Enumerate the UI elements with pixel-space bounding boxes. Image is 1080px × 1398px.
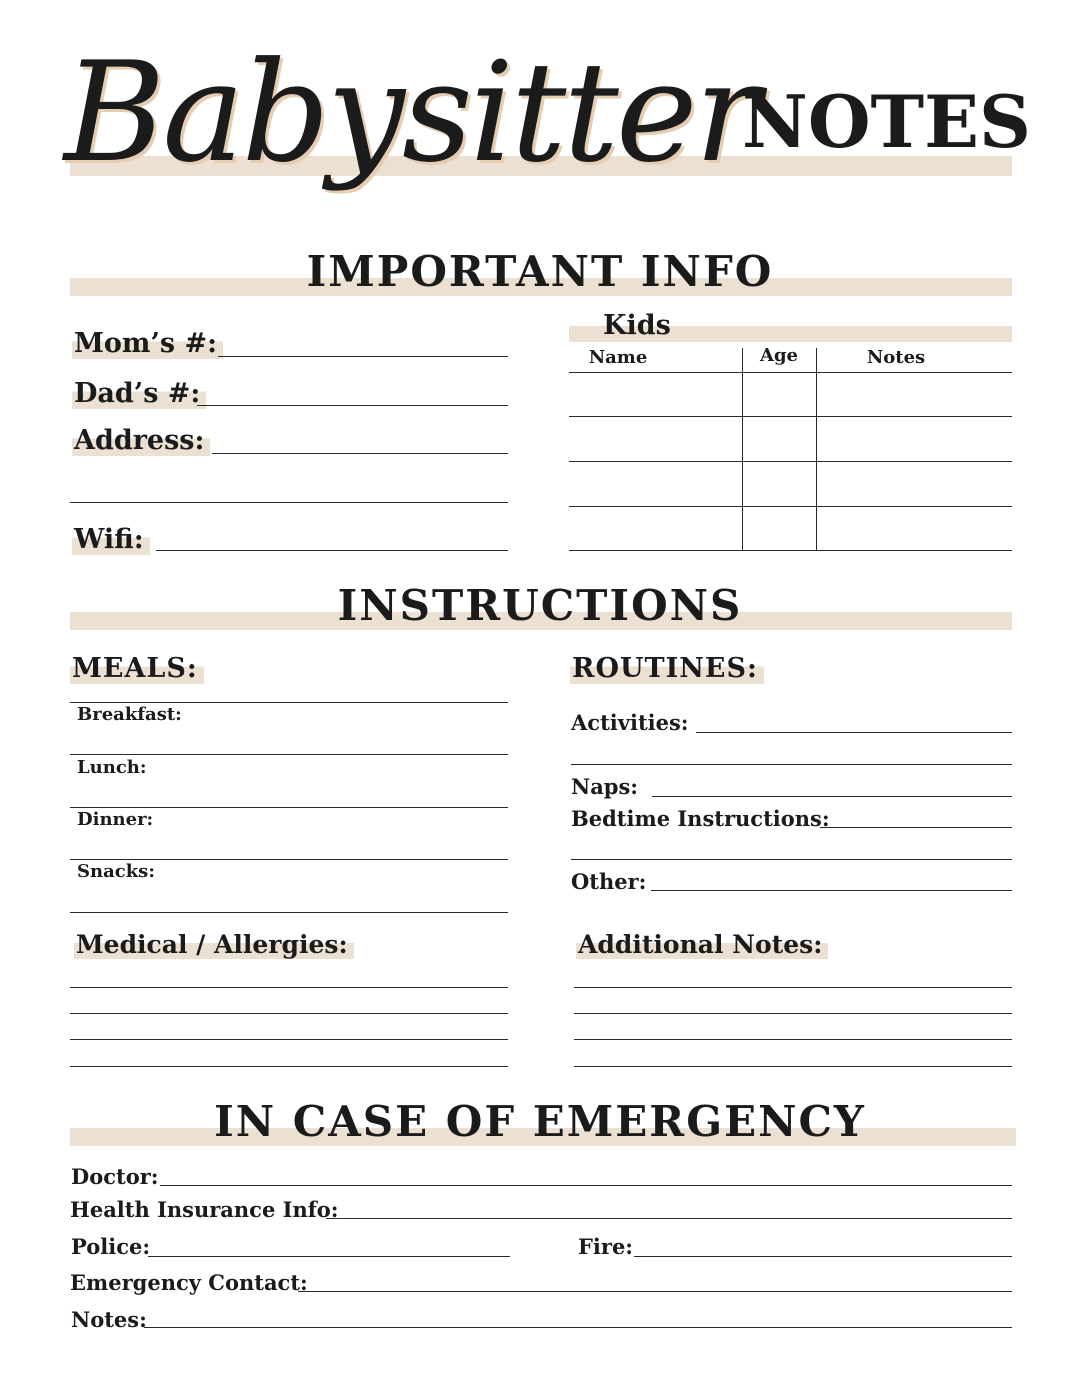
kids-col-divider-2 [816, 348, 817, 551]
medical-line-1[interactable] [70, 987, 508, 988]
wifi-label: Wifi: [72, 524, 150, 555]
dad-field[interactable] [197, 405, 508, 406]
kids-col-age: Age [759, 345, 798, 366]
kids-row-4[interactable] [569, 550, 1012, 551]
naps-label: Naps: [571, 774, 639, 799]
mom-field[interactable] [218, 356, 508, 357]
activities-field[interactable] [696, 732, 1012, 733]
activities-field-line-2[interactable] [571, 764, 1012, 765]
kids-col-divider-1 [742, 348, 743, 551]
header-title: NOTES [742, 79, 1031, 164]
other-label: Other: [571, 869, 647, 894]
bedtime-label: Bedtime Instructions: [571, 806, 830, 831]
snacks-field[interactable] [70, 912, 508, 913]
medical-title: Medical / Allergies: [74, 930, 354, 959]
insurance-field[interactable] [326, 1218, 1012, 1219]
other-field[interactable] [651, 890, 1012, 891]
police-field[interactable] [148, 1256, 510, 1257]
bedtime-field-line-2[interactable] [571, 859, 1012, 860]
important-info-title: IMPORTANT INFO [306, 247, 774, 296]
instructions-title: INSTRUCTIONS [337, 581, 743, 630]
breakfast-label: Breakfast: [77, 704, 182, 725]
kids-col-notes: Notes [866, 347, 926, 368]
dinner-label: Dinner: [77, 809, 154, 830]
meals-line [70, 702, 508, 703]
police-label: Police: [71, 1234, 151, 1259]
mom-label: Mom’s #: [72, 328, 223, 359]
fire-label: Fire: [578, 1234, 634, 1259]
snacks-label: Snacks: [77, 861, 155, 882]
emergency-contact-label: Emergency Contact: [70, 1270, 308, 1295]
naps-field[interactable] [652, 796, 1012, 797]
address-label: Address: [72, 425, 210, 456]
emergency-notes-field[interactable] [144, 1327, 1012, 1328]
address-field[interactable] [212, 453, 508, 454]
emergency-notes-label: Notes: [71, 1307, 147, 1332]
routines-title: ROUTINES: [570, 653, 764, 684]
kids-col-name: Name [588, 347, 648, 368]
dinner-field[interactable] [70, 859, 508, 860]
medical-line-3[interactable] [70, 1039, 508, 1040]
address-field-line-2[interactable] [70, 502, 508, 503]
bedtime-field[interactable] [820, 827, 1012, 828]
lunch-label: Lunch: [77, 757, 147, 778]
wifi-field[interactable] [156, 550, 508, 551]
doctor-label: Doctor: [71, 1164, 159, 1189]
lunch-field[interactable] [70, 807, 508, 808]
dad-label: Dad’s #: [72, 378, 206, 409]
kids-row-line [569, 372, 1012, 373]
medical-line-4[interactable] [70, 1066, 508, 1067]
kids-row-2[interactable] [569, 461, 1012, 462]
emergency-title: IN CASE OF EMERGENCY [214, 1097, 866, 1146]
additional-line-1[interactable] [574, 987, 1012, 988]
breakfast-field[interactable] [70, 754, 508, 755]
fire-field[interactable] [634, 1256, 1012, 1257]
doctor-field[interactable] [160, 1185, 1012, 1186]
medical-line-2[interactable] [70, 1013, 508, 1014]
script-title: Babysitter [64, 32, 758, 193]
kids-row-1[interactable] [569, 416, 1012, 417]
additional-line-2[interactable] [574, 1013, 1012, 1014]
emergency-contact-field[interactable] [298, 1291, 1012, 1292]
insurance-label: Health Insurance Info: [70, 1197, 339, 1222]
additional-notes-title: Additional Notes: [576, 930, 828, 959]
activities-label: Activities: [571, 710, 689, 735]
kids-row-3[interactable] [569, 506, 1012, 507]
kids-title: Kids [603, 310, 671, 341]
additional-line-3[interactable] [574, 1039, 1012, 1040]
additional-line-4[interactable] [574, 1066, 1012, 1067]
meals-title: MEALS: [70, 653, 204, 684]
